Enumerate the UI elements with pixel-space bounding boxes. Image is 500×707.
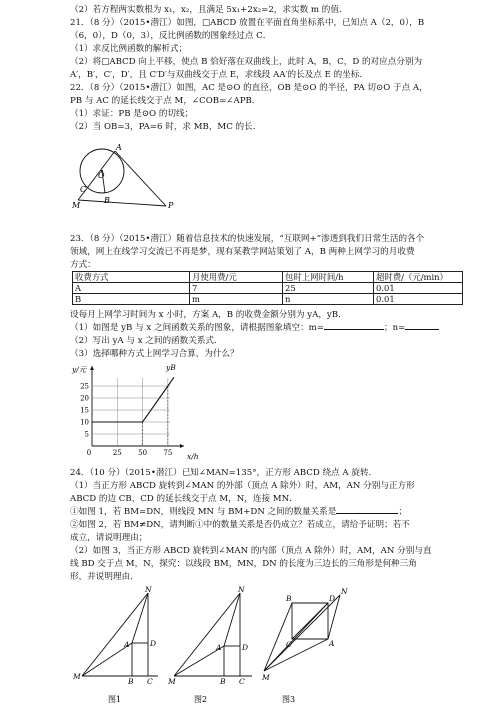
label-C: C (239, 677, 245, 686)
label-C: C (80, 185, 87, 194)
q22-part1: （1）求证：PB 是⊙O 的切线； (70, 109, 194, 119)
label-B: B (104, 196, 110, 205)
q21-part1: （1）求反比例函数的解析式； (70, 44, 188, 54)
answer-blank-relation[interactable] (336, 513, 398, 514)
q21-text: （6，0），D（0，3），反比例函数的图象经过点 C． (70, 31, 272, 41)
table-header: 收费方式 (73, 272, 190, 283)
label-M: M (168, 677, 176, 686)
x-tick-label: 50 (138, 449, 148, 457)
q23-text-cont: 方式： (70, 260, 96, 270)
label-D: D (242, 643, 249, 652)
table-header: 月使用费/元 (190, 272, 283, 283)
q23-text: 领域，网上在线学习交流已不再是梦，现有某教学网站策划了 A，B 两种上网学习的月收费 (70, 247, 415, 257)
q22-text: PB 与 AC 的延长线交于点 M，∠COB=∠APB． (70, 96, 261, 106)
table-row (73, 283, 463, 294)
label-M: M (73, 672, 81, 681)
q24-part2: （2）如图 3，当正方形 ABCD 旋转到∠MAN 的内部（顶点 A 除外）时，AM，AN 分别与直 (70, 546, 432, 556)
q24-sub2: ②如图 2，若 BM≠DN，请判断①中的数量关系是否仍成立？若成立，请给予证明；若不 (70, 520, 410, 530)
label-C: C (286, 640, 292, 649)
q22-part2: （2）当 OB=3，PA=6 时，求 MB，MC 的长． (70, 122, 262, 132)
table-header: 包时上网时间/h (283, 272, 374, 283)
q23-part2: （2）写出 yA 与 x 之间的函数关系式． (70, 336, 223, 346)
label-C: C (147, 677, 153, 686)
label-A: A (116, 143, 122, 152)
table-header-row (73, 272, 463, 283)
label-A: A (329, 639, 335, 648)
q21-part2: （2）将□ABCD 向上平移，使点 B 恰好落在双曲线上，此时 A，B，C，D 的对应点分别为 (70, 57, 423, 67)
label-N: N (341, 587, 348, 596)
series-line-extension (168, 377, 174, 386)
label-A: A (216, 643, 222, 652)
q24-part1-cont: ABCD 的边 CB，CD 的延长线交于点 M，N，连接 MN． (70, 494, 298, 504)
label-A: A (124, 640, 130, 649)
y-tick-label: 10 (80, 418, 89, 427)
caption-fig1: 图1 (108, 695, 122, 704)
yb-graph (70, 362, 205, 462)
q23-part3: （3）选择哪种方式上网学习合算，为什么？ (70, 349, 239, 359)
caption-fig2: 图2 (194, 695, 208, 704)
fee-table (72, 271, 463, 305)
x-axis-arrow (180, 444, 184, 448)
y-axis-label: y/元 (72, 365, 87, 374)
table-cell: B (73, 294, 190, 305)
table-cell: 25 (283, 283, 374, 294)
q24-figure-1 (72, 583, 164, 705)
label-M: M (72, 201, 81, 210)
q24-part2-end: 形，并说明理由． (70, 572, 139, 582)
q23-header: 23．（8 分）（2015•潜江）随着信息技术的快速发展，“互联网+”渗透到我们日常生活的各个 (70, 234, 425, 244)
y-tick-label: 25 (80, 382, 89, 391)
label-N: N (145, 585, 152, 594)
x-axis-label: x/h (187, 452, 199, 461)
q22-figure (72, 134, 182, 234)
q21-header: 21．（8 分）（2015•潜江）如图，□ABCD 放置在平面直角坐标系中，已知点 A（2，0），B (70, 18, 425, 28)
label-D: D (329, 594, 336, 603)
q24-figure-3 (262, 583, 372, 705)
table-header: 超时费/（元/min） (374, 272, 463, 283)
y-axis-arrow (90, 366, 94, 370)
q23-setup: 设每月上网学习时间为 x 小时，方案 A，B 的收费金额分别为 yA，yB． (70, 310, 347, 320)
label-B: B (128, 677, 134, 686)
q24-sub1: ①如图 1，若 BM=DN，则线段 MN 与 BM+DN 之间的数量关系是 ； (70, 507, 407, 517)
table-cell: 0.01 (374, 283, 463, 294)
label-P: P (168, 201, 174, 210)
series-label: yB (166, 363, 176, 372)
label-N: N (238, 585, 245, 594)
table-cell: 0.01 (374, 294, 463, 305)
x-tick-label: 25 (112, 449, 122, 457)
label-D: D (150, 639, 157, 648)
label-O: O (98, 171, 105, 180)
answer-blank-m[interactable] (324, 329, 384, 330)
table-cell: A (73, 283, 190, 294)
q20-part2: （2）若方程两实数根为 x₁，x₂，且满足 5x₁+2x₂=2，求实数 m 的值. (70, 5, 342, 15)
x-tick-label: 0 (86, 449, 92, 457)
table-row (73, 294, 463, 305)
table-cell: 7 (190, 283, 283, 294)
y-tick-label: 5 (84, 430, 89, 439)
caption-fig3: 图3 (282, 695, 296, 704)
q24-part1: （1）当正方形 ABCD 旋转到∠MAN 的外部（顶点 A 除外）时，AM，AN 分别与正方形 (70, 481, 415, 491)
q24-sub2-cont: 成立，请说明理由； (70, 533, 148, 543)
q22-header: 22．（8 分）（2015•潜江）如图，AC 是⊙O 的直径，OB 是⊙O 的半径，PA 切⊙O 于点 A， (70, 83, 428, 93)
table-cell: m (190, 294, 283, 305)
q21-part2-cont: A′，B′，C′，D′，且 C′D′与双曲线交于点 E，求线段 AA′的长及点 E 的坐标. (70, 70, 363, 80)
q23-part1: （1）如图是 yB 与 x 之间函数关系的图象，请根据图象填空：m= ；n= (70, 323, 439, 334)
answer-blank-n[interactable] (405, 329, 439, 330)
table-cell: n (283, 294, 374, 305)
q24-header: 24．（10 分）（2015•潜江）已知∠MAN=135°，正方形 ABCD 绕点 A 旋转． (70, 468, 378, 478)
q24-figure-2 (168, 583, 260, 705)
y-tick-label: 20 (80, 394, 89, 403)
q24-part2-cont: 线 BD 交于点 M，N，探究：以线段 BM，MN，DN 的长度为三边长的三角形是何种三角 (70, 559, 417, 569)
series-line-yb (92, 386, 168, 422)
y-tick-label: 15 (80, 406, 89, 415)
label-M: M (262, 673, 270, 682)
x-tick-label: 75 (163, 449, 173, 457)
label-B: B (220, 677, 226, 686)
label-B: B (286, 594, 292, 603)
